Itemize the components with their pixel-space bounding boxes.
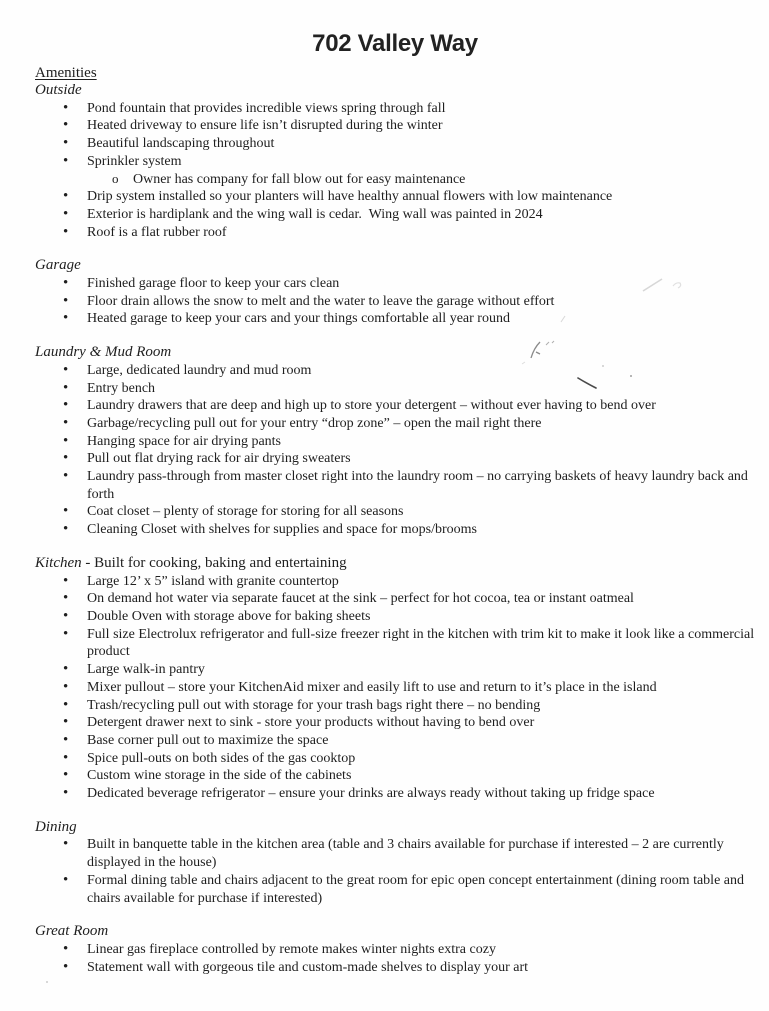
bullet-item: • Floor drain allows the snow to melt and the water to leave the garage without effort	[35, 293, 755, 311]
section-outside	[35, 82, 755, 241]
bullet-item: • Laundry pass-through from master closet right into the laundry room – no carrying baskets of heavy laundry back and forth	[35, 468, 755, 503]
amenity-list-laundry	[35, 362, 755, 539]
bullet-item: • Dedicated beverage refrigerator – ensure your drinks are always ready without taking up fridge space	[35, 785, 755, 803]
section-title-laundry	[35, 344, 755, 362]
section-title-outside	[35, 82, 755, 100]
bullet-item: • On demand hot water via separate faucet at the sink – perfect for hot cocoa, tea or instant oatmeal	[35, 590, 755, 608]
bullet-item: • Sprinkler system	[35, 153, 755, 171]
amenity-list-dining	[35, 836, 755, 907]
section-title-dining	[35, 819, 755, 837]
section-title-kitchen	[35, 555, 755, 573]
bullet-item: • Cleaning Closet with shelves for supplies and space for mops/brooms	[35, 521, 755, 539]
amenities-heading: Amenities	[35, 65, 97, 81]
bullet-item: • Linear gas fireplace controlled by remote makes winter nights extra cozy	[35, 941, 755, 959]
section-title-garage	[35, 257, 755, 275]
bullet-item: • Large 12’ x 5” island with granite countertop	[35, 573, 755, 591]
stray-pen-mark	[46, 981, 48, 983]
bullet-item: • Heated garage to keep your cars and your things comfortable all year round	[35, 310, 755, 328]
bullet-item: • Formal dining table and chairs adjacent to the great room for epic open concept entertainment (dining room table and chairs available for purchase if interested)	[35, 872, 755, 907]
section-dining	[35, 819, 755, 908]
amenity-list-outside	[35, 100, 755, 242]
section-title-text: Great Room	[35, 923, 109, 940]
amenity-list-kitchen	[35, 573, 755, 803]
bullet-item: • Large walk-in pantry	[35, 661, 755, 679]
bullet-item: • Mixer pullout – store your KitchenAid mixer and easily lift to use and return to it’s place in the island	[35, 679, 755, 697]
bullet-item: • Drip system installed so your planters will have healthy annual flowers with low maintenance	[35, 188, 755, 206]
bullet-item: • Statement wall with gorgeous tile and custom-made shelves to display your art	[35, 959, 755, 977]
section-title-suffix: - Built for cooking, baking and entertaining	[81, 554, 347, 571]
section-title-text: Garage	[35, 257, 81, 274]
amenity-list-garage	[35, 275, 755, 328]
bullet-item: • Base corner pull out to maximize the space	[35, 732, 755, 750]
bullet-item: • Roof is a flat rubber roof	[35, 224, 755, 242]
bullet-item: • Exterior is hardiplank and the wing wall is cedar. Wing wall was painted in 2024	[35, 206, 755, 224]
bullet-item: • Pull out flat drying rack for air drying sweaters	[35, 450, 755, 468]
bullet-item: • Finished garage floor to keep your cars clean	[35, 275, 755, 293]
section-laundry-mud-room	[35, 344, 755, 539]
section-great-room	[35, 923, 755, 976]
bullet-item: • Beautiful landscaping throughout	[35, 135, 755, 153]
bullet-item: • Full size Electrolux refrigerator and full-size freezer right in the kitchen with trim kit to make it look like a commercial product	[35, 626, 755, 661]
sub-bullet-item: o Owner has company for fall blow out for easy maintenance	[35, 171, 755, 189]
section-title-text: Outside	[35, 82, 82, 98]
bullet-item: • Laundry drawers that are deep and high up to store your detergent – without ever having to bend over	[35, 397, 755, 415]
bullet-item: • Hanging space for air drying pants	[35, 433, 755, 451]
section-garage	[35, 257, 755, 328]
bullet-item: • Garbage/recycling pull out for your entry “drop zone” – open the mail right there	[35, 415, 755, 433]
bullet-item: • Custom wine storage in the side of the cabinets	[35, 767, 755, 785]
page-title: 702 Valley Way	[312, 30, 478, 57]
bullet-item: • Detergent drawer next to sink - store your products without having to bend over	[35, 714, 755, 732]
section-title-text: Laundry & Mud Room	[35, 344, 172, 361]
bullet-item: • Pond fountain that provides incredible views spring through fall	[35, 100, 755, 118]
amenity-list-great-room	[35, 941, 755, 976]
section-title-great-room	[35, 923, 755, 941]
bullet-item: • Built in banquette table in the kitchen area (table and 3 chairs available for purchase if interested – 2 are currently displayed in the house)	[35, 836, 755, 871]
section-title-text: Dining	[35, 818, 77, 835]
bullet-item: • Heated driveway to ensure life isn’t disrupted during the winter	[35, 117, 755, 135]
bullet-item: • Large, dedicated laundry and mud room	[35, 362, 755, 380]
bullet-item: • Entry bench	[35, 380, 755, 398]
bullet-item: • Coat closet – plenty of storage for storing for all seasons	[35, 503, 755, 521]
bullet-item: • Double Oven with storage above for baking sheets	[35, 608, 755, 626]
section-title-text: Kitchen	[35, 554, 82, 571]
bullet-item: • Trash/recycling pull out with storage for your trash bags right there – no bending	[35, 697, 755, 715]
bullet-item: • Spice pull-outs on both sides of the gas cooktop	[35, 750, 755, 768]
section-kitchen	[35, 555, 755, 803]
